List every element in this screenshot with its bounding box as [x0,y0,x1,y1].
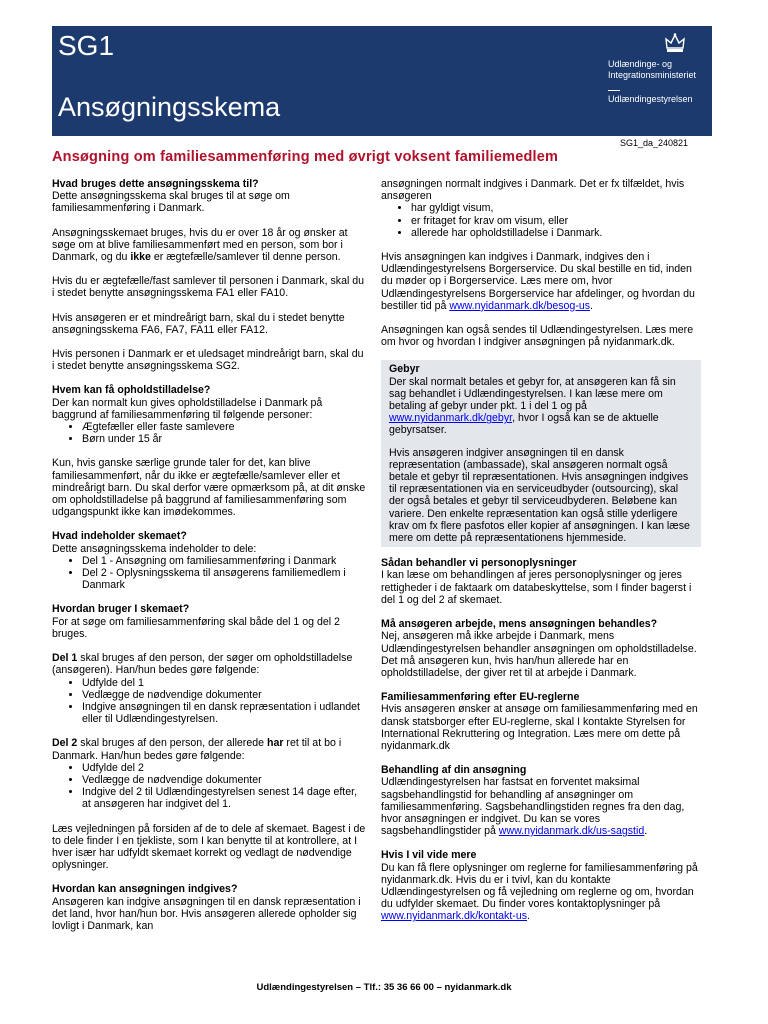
paragraph: Ansøgningen kan også sendes til Udlændingestyrelsen. Læs mere om hvor og hvordan I indgiver ansøgningen på nyidanmark.dk. [381,324,694,349]
list-item: • Udfylde del 1 [82,677,366,689]
section-heading: Hvordan kan ansøgningen indgives? [52,883,238,896]
bullet-list [52,421,366,445]
paragraph: I kan læse om behandlingen af jeres personoplysninger og jeres rettigheder i de faktaark om databeskyttelse, som I finder bagerst i del 1 og del 2 af skemaet. [381,569,692,606]
fee-info-box [381,360,701,547]
emphasis: har [266,737,284,750]
paragraph [381,251,701,312]
text-run: . [527,910,530,923]
paragraph: Læs vejledningen på forsiden af de to dele af skemaet. Bagest i de to dele finder I en tjekliste, som I kan benytte til at kontrollere, at I hver især har udfyldt skemaet korrekt og vedlagt de nødvendige oplysninger. [52,822,366,872]
text-run: er ægtefælle/samlever til denne person. [150,251,341,264]
form-title: Ansøgningsskema [58,92,281,122]
text-run: skal bruges af den person, der søger om opholdstilladelse (ansøgeren). Han/hun bedes gøre følgende: [52,652,353,677]
bullet-list [52,677,366,726]
text-run: Ansøgningsskemaet bruges, hvis du er over 18 år og ønsker at søge om at blive familiesammenført med en person, som bor i Danmark, og du [52,226,348,264]
text-run: Der skal normalt betales et gebyr for, at ansøgeren kan få sin sag behandlet i Udlændingestyrelsen. I kan læse mere om betaling af gebyr under pkt. 1 i del 1 og på [389,375,676,413]
paragraph [52,227,366,264]
list-item: • Indgive del 2 til Udlændingestyrelsen senest 14 dage efter, at ansøgeren har indgivet del 1. [82,786,366,810]
paragraph: Dette ansøgningsskema indeholder to dele: [52,542,257,555]
list-item: • allerede har opholdstilladelse i Danmark. [411,227,701,239]
bullet-list [52,762,366,811]
text-run: . [590,299,593,312]
paragraph: Kun, hvis ganske særlige grunde taler for det, kan blive familiesammenført, når du ikke er ægtefælle/samlever eller et mindreårigt barn. Du skal derfor være opmærksom på, at dit ønske om opholdstilladelse på baggrund af familiesammenføring som udgangspunkt ikke kan imødekommes. [52,457,366,519]
agency-name: Udlændingestyrelsen [608,94,693,104]
ministry-name-line2: Integrationsministeriet [608,70,697,80]
section-heading: Gebyr [389,363,420,376]
besog-us-link[interactable]: www.nyidanmark.dk/besog-us [449,299,591,312]
header-banner [52,26,712,136]
list-item: • Børn under 15 år [82,433,366,445]
gebyr-link[interactable]: www.nyidanmark.dk/gebyr [389,412,513,425]
section-heading: Hvad bruges dette ansøgningsskema til? [52,178,259,190]
list-item: • har gyldigt visum, [411,202,701,214]
text-run: Du kan få flere oplysninger om reglerne for familiesammenføring på nyidanmark.dk. Hvis du er i tvivl, kan du kontakte Udlændingestyrelsen og få vejledning om reglerne og om, hvordan du udfylder skemaet. Du finder vores kontaktoplysninger på [381,861,698,911]
emphasis: Del 1 [52,652,78,665]
paragraph [52,737,366,761]
kontakt-us-link[interactable]: www.nyidanmark.dk/kontakt-us [381,910,528,923]
paragraph: Dette ansøgningsskema skal bruges til at søge om familiesammenføring i Danmark. [52,190,290,215]
emphasis: ikke [130,251,151,264]
paragraph [389,376,693,437]
ministry-logo [608,32,712,128]
list-item: • Vedlægge de nødvendige dokumenter [82,774,366,786]
page-footer: Udlændingestyrelsen – Tlf.: 35 36 66 00 – nyidanmark.dk [256,982,512,993]
section-heading: Behandling af din ansøgning [381,764,527,777]
list-item: • Vedlægge de nødvendige dokumenter [82,689,366,701]
section-heading: Må ansøgeren arbejde, mens ansøgningen behandles? [381,618,658,631]
left-column [52,178,366,944]
paragraph: Der kan normalt kun gives opholdstilladelse i Danmark på baggrund af familiesammenføring til følgende personer: [52,396,323,421]
section-heading: Hvordan bruger I skemaet? [52,603,190,616]
list-item: • Udfylde del 2 [82,762,366,774]
paragraph: For at søge om familiesammenføring skal både del 1 og del 2 bruges. [52,615,340,640]
ministry-name-line1: Udlændinge- og [608,59,673,69]
text-run: Hvis ansøgningen kan indgives i Danmark, indgives den i Udlændingestyrelsens Borgerservice. Du skal bestille en tid, inden du møder op i Borgerservice. Læs mere om, hvor Udlændingestyrelsens Borgerservice har afdelinger, og hvordan du bestiller tid på [381,251,695,312]
text-run: Udlændingestyrelsen har fastsat en forventet maksimal sagsbehandlingstid for behandling af ansøgninger om familiesammenføring. Sagsbehandlingstiden regnes fra den dag, hvor ansøgningen er indgivet. Du kan se vores sagsbehandlingstider på [381,776,685,838]
form-code: SG1 [58,30,115,61]
paragraph: Hvis ansøgeren ønsker at ansøge om familiesammenføring med en dansk statsborger efter EU-reglerne, skal I kontakte Styrelsen for International Rekruttering og Integration. Læs mere om dette på nyidanmark.dk [381,703,698,752]
list-item: • Del 2 - Oplysningsskema til ansøgerens familiemedlem i Danmark [82,567,366,591]
document-headline: Ansøgning om familiesammenføring med øvrigt voksent familiemedlem [52,149,559,165]
bullet-list [52,555,366,592]
paragraph: Hvis personen i Danmark er et uledsaget mindreårigt barn, skal du i stedet benytte ansøgningsskema SG2. [52,348,364,373]
list-item: • Ægtefæller eller faste samlevere [82,421,366,433]
sagstid-link[interactable]: www.nyidanmark.dk/us-sagstid [498,825,645,838]
paragraph: Ansøgeren kan indgive ansøgningen til en dansk repræsentation i det land, hvor han/hun bor. Hvis ansøgeren allerede opholder sig lovligt i Danmark, kan [52,895,361,932]
text-run: skal bruges af den person, der allerede [77,737,267,750]
list-item: • er fritaget for krav om visum, eller [411,215,701,227]
section-heading: Hvem kan få opholdstilladelse? [52,384,211,397]
text-run: . [644,825,648,838]
paragraph: ansøgningen normalt indgives i Danmark. Det er fx tilfældet, hvis ansøgeren [381,178,685,203]
paragraph [381,776,701,837]
emphasis: Del 2 [52,737,78,750]
text-run: ret til at bo i Danmark. Han/hun bedes gøre følgende: [52,737,342,762]
section-heading: Hvad indeholder skemaet? [52,530,187,543]
paragraph: Nej, ansøgeren må ikke arbejde i Danmark, mens Udlændingestyrelsen behandler ansøgningen om opholdstilladelse. Det må ansøgeren kun, hvis han/hun allerede har en opholdstilladelse, der giver ret til at arbejde i Danmark. [381,630,697,679]
paragraph: Hvis ansøgeren indgiver ansøgningen til en dansk repræsentation (ambassade), skal ansøgeren normalt også betale et gebyr til repræsentationen. Hvis ansøgningen indgives til repræsentationen via en serviceudbyder (outsourcing), skal der også betales et gebyr til serviceudbyderen. Beløbene kan variere. Den enkelte repræsentation kan også stille yderligere krav om fx flere pasfotos eller kopier af ansøgningen. I kan læse mere om dette på repræsentationens hjemmeside. [389,446,690,545]
paragraph [52,652,366,676]
section-heading: Sådan behandler vi personoplysninger [381,557,577,570]
section-heading: Hvis I vil vide mere [381,849,477,862]
list-item: • Indgive ansøgningen til en dansk repræsentation i udlandet eller til Udlændingestyrelsen. [82,701,366,725]
paragraph: Hvis du er ægtefælle/fast samlever til personen i Danmark, skal du i stedet benytte ansøgningsskema FA1 eller FA10. [52,275,365,300]
bullet-list [381,202,701,239]
text-run: , hvor I også kan se de aktuelle gebyrsatser. [389,412,659,437]
crown-icon [664,32,686,54]
paragraph: Hvis ansøgeren er et mindreårigt barn, skal du i stedet benytte ansøgningsskema FA6, FA7, FA11 eller FA12. [52,311,345,336]
section-heading: Familiesammenføring efter EU-reglerne [381,691,580,704]
document-code: SG1_da_240821 [620,138,689,148]
right-column [381,178,701,935]
paragraph [381,862,701,923]
list-item: • Del 1 - Ansøgning om familiesammenføring i Danmark [82,555,366,567]
logo-divider [608,90,620,91]
